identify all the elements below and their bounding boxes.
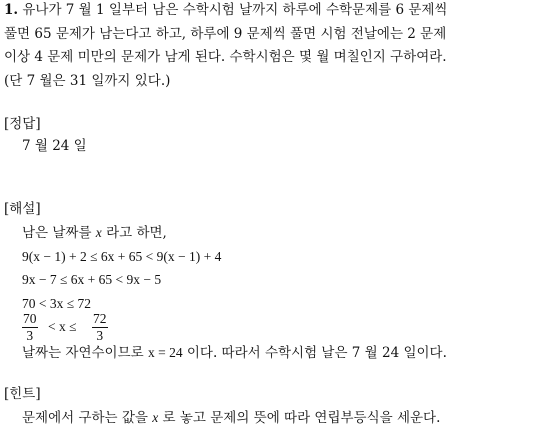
solution-intro-post: 라고 하면, — [101, 225, 167, 241]
answer-value: 7 월 24 일 — [22, 138, 87, 154]
conclusion-post: 이다. 따라서 수학시험 날은 7 월 24 일이다. — [182, 345, 447, 361]
fraction-middle: < x ≤ — [48, 319, 77, 334]
solution-intro-pre: 남은 날짜를 — [22, 225, 96, 241]
fraction-right-numerator: 72 — [93, 311, 107, 326]
answer-header: [정답] — [4, 116, 41, 132]
fraction-left-numerator: 70 — [23, 311, 37, 326]
hint-header: [힌트] — [4, 386, 41, 402]
solution-conclusion — [22, 346, 447, 361]
problem-line-4: (단 7 월은 31 일까지 있다.) — [4, 73, 171, 89]
equation-3: 70 < 3x ≤ 72 — [22, 296, 92, 311]
fraction-left-denominator: 3 — [26, 327, 34, 343]
problem-text-1: 유나가 7 월 1 일부터 남은 수학시험 날까지 하루에 수학문제를 6 문제씩 — [22, 2, 448, 18]
fraction-right — [92, 312, 108, 342]
solution-header: [해설] — [4, 201, 41, 217]
equation-2: 9x − 7 ≤ 6x + 65 < 9x − 5 — [22, 272, 162, 287]
fraction-left — [22, 312, 38, 342]
hint-text — [22, 411, 440, 426]
hint-pre: 문제에서 구하는 값을 — [22, 410, 153, 426]
variable-x: x — [95, 225, 102, 240]
equation-1: 9(x − 1) + 2 ≤ 6x + 65 < 9(x − 1) + 4 — [22, 249, 222, 264]
hint-post: 로 놓고 문제의 뜻에 따라 연립부등식을 세운다. — [158, 410, 441, 426]
hint-variable-x: x — [152, 410, 159, 425]
fraction-right-denominator: 3 — [96, 327, 104, 343]
conclusion-pre: 날짜는 자연수이므로 — [22, 345, 148, 361]
problem-line-3: 이상 4 문제 미만의 문제가 남게 된다. 수학시험은 몇 월 며칠인지 구하여라. — [4, 49, 447, 65]
problem-line-2: 풀면 65 문제가 남는다고 하고, 하루에 9 문제씩 풀면 시험 전날에는 2 문제 — [4, 26, 447, 42]
problem-number: 1. — [4, 2, 19, 18]
conclusion-math: x = 24 — [147, 345, 183, 360]
problem-line-1 — [4, 4, 447, 18]
solution-intro — [22, 226, 167, 241]
